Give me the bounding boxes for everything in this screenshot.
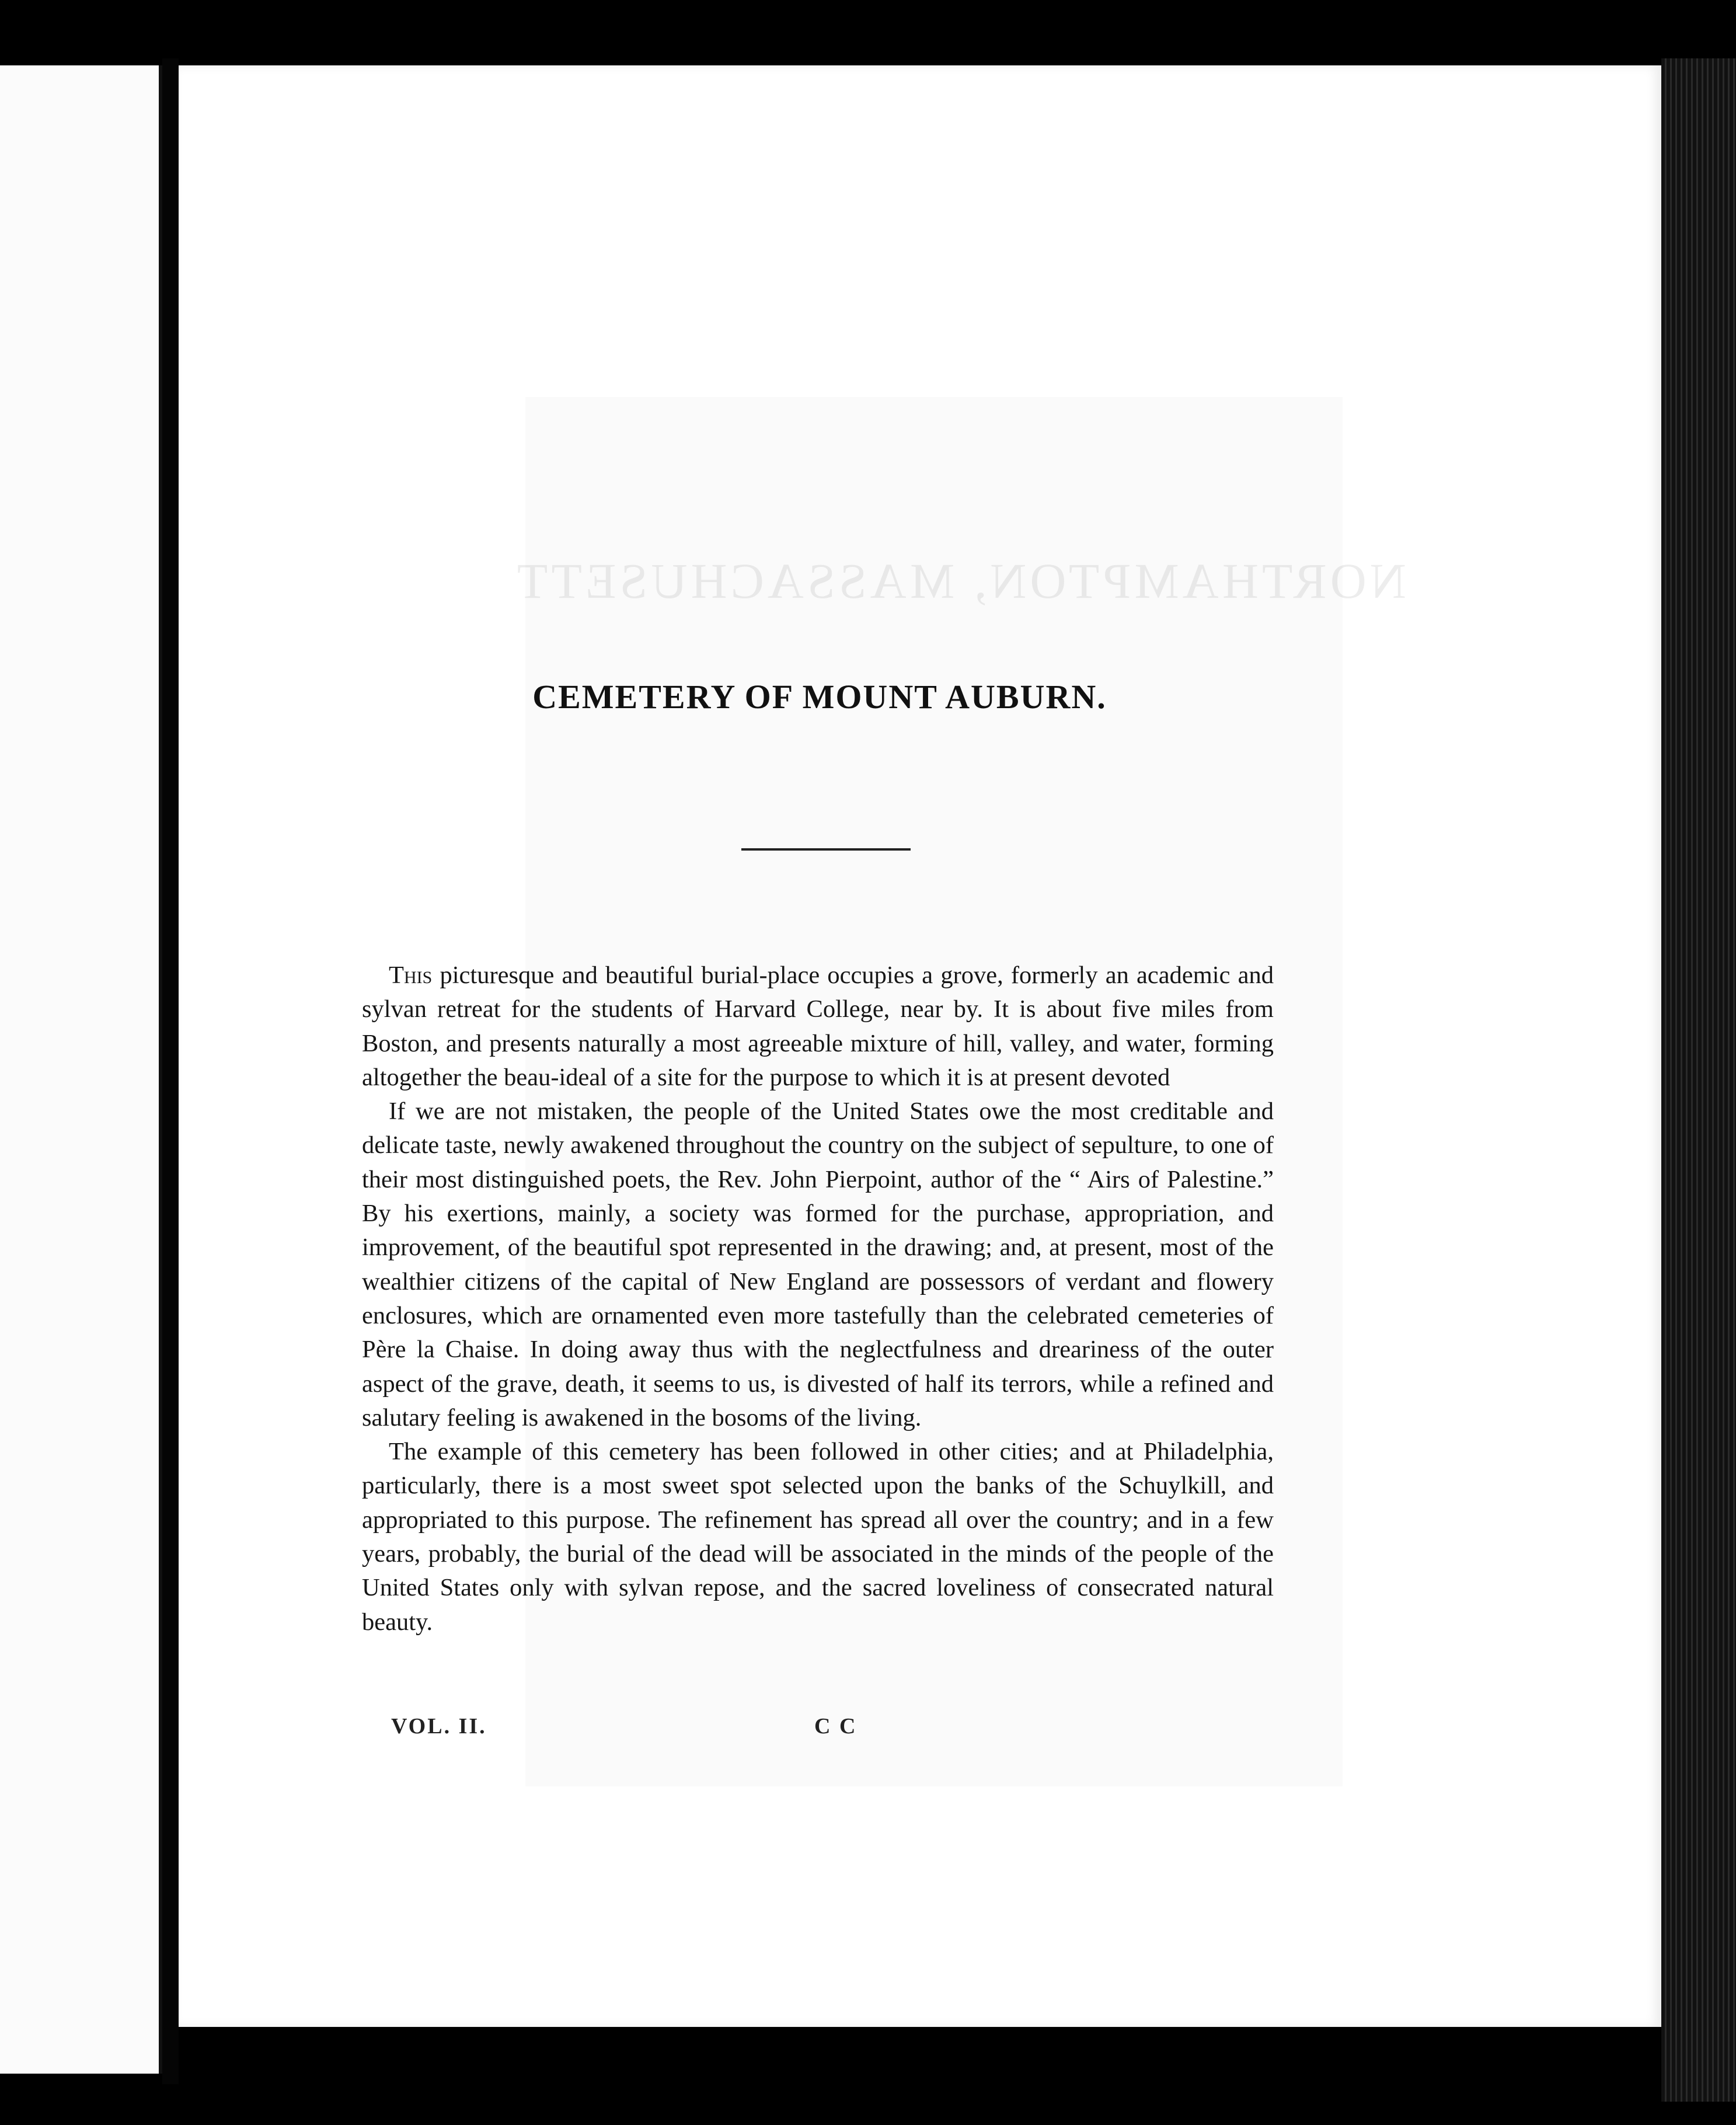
page-edges [1661,58,1736,2102]
paragraph-text: If we are not mistaken, the people of the United States owe the most creditable and delicate taste, newly awakened throughout the country on the subject of sepulture, to one of their most distinguished poets, the Rev. John Pierpoint, author of the “ Airs of Palestine.” By his exertions, mainly, a society was formed for the purchase, appropriation, and improvement, of the beautiful spot represented in the drawing; and, at present, most of the wealthier citizens of the capital of New England are possessors of verdant and flowery enclosures, which are ornamented even more tastefully than the celebrated cemeteries of Père la Chaise. In doing away thus with the neglectfulness and dreariness of the outer aspect of the grave, death, it seems to us, is divested of half its terrors, while a refined and salutary feeling is awakened in the bosoms of the living. [362,1098,1274,1431]
paragraph-text: picturesque and beautiful burial-place occupies a grove, formerly an academic and sylvan retreat for the students of Harvard College, near by. It is about five miles from Boston, and presents naturally a most agreeable mixture of hill, valley, and water, forming altogether the beau-ideal of a site for the purpose to which it is at present devoted [362,962,1274,1091]
page-title: CEMETERY OF MOUNT AUBURN. [532,678,1107,716]
volume-marker: VOL. II. [391,1714,487,1739]
title-rule [741,848,911,851]
book-gutter [162,58,179,2084]
facing-page [0,65,162,2074]
paragraph-text: The example of this cemetery has been followed in other cities; and at Philadelphia, particularly, there is a most sweet spot selected upon the banks of the Schuylkill, and appropriated to this purpose. The refinement has spread all over the country; and in a few years, probably, the burial of the dead will be associated in the minds of the people of the United States only with sylvan repose, and the sacred loveliness of consecrated natural beauty. [362,1438,1274,1636]
signature-mark: C C [814,1714,857,1739]
show-through-heading: NORTHAMPTON, MASSACHUSETT [514,553,1406,609]
paragraph-lead: This [389,962,433,989]
article-body [362,959,1274,1639]
paragraph-3 [362,1435,1274,1639]
paragraph-1 [362,959,1274,1095]
paragraph-2 [362,1095,1274,1435]
